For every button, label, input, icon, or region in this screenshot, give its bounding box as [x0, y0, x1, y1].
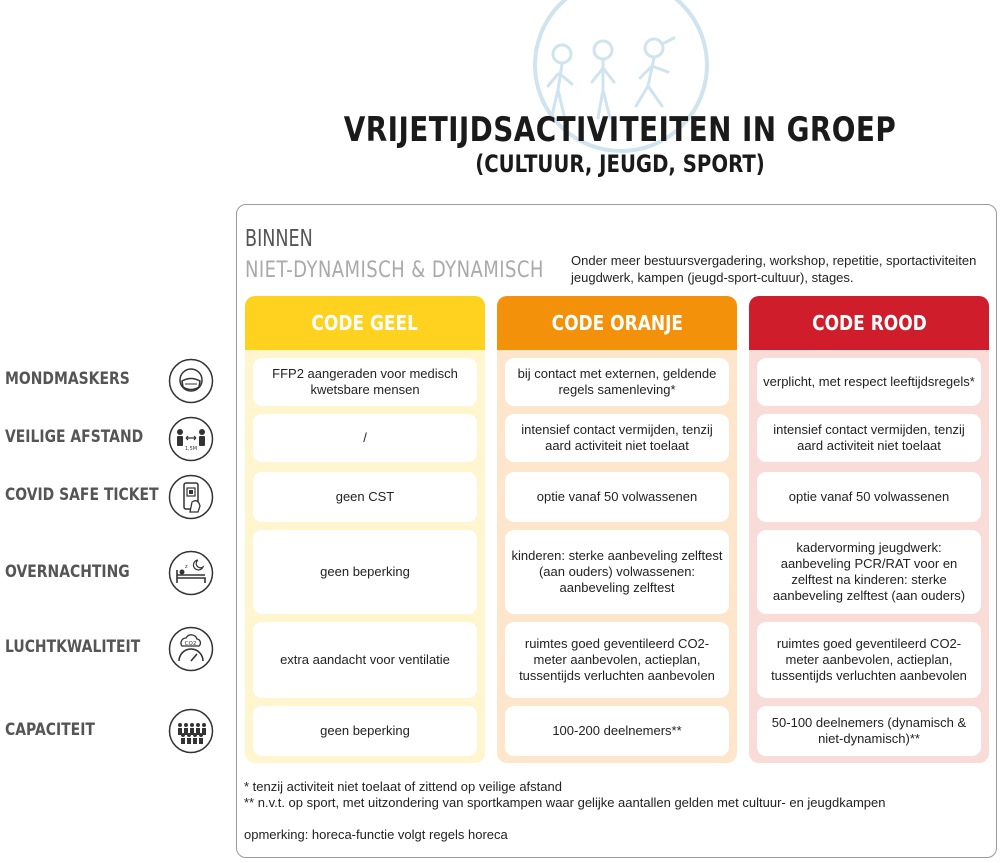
row-label-veilige-afstand: VEILIGE AFSTAND: [5, 427, 144, 447]
bed-icon: [168, 550, 214, 596]
column-header-rood: CODE ROOD: [749, 296, 989, 350]
cell-rood-veilige-afstand: intensief contact vermijden, tenzij aard activiteit niet toelaat: [757, 414, 981, 462]
co2-meter-icon: [168, 626, 214, 672]
cell-geel-capaciteit: geen beperking: [253, 706, 477, 756]
cell-geel-overnachting: geen beperking: [253, 530, 477, 614]
cell-oranje-luchtkwaliteit: ruimtes goed geventileerd CO2-meter aanbevolen, actieplan, tussentijds verluchten aanbevolen: [505, 622, 729, 698]
crowd-icon: [168, 708, 214, 754]
cell-rood-cst: optie vanaf 50 volwassenen: [757, 472, 981, 522]
cell-oranje-overnachting: kinderen: sterke aanbeveling zelftest (aan ouders) volwassenen: aanbeveling zelftest: [505, 530, 729, 614]
remark: opmerking: horeca-functie volgt regels horeca: [244, 827, 508, 842]
column-header-geel: CODE GEEL: [245, 296, 485, 350]
section-heading: BINNEN: [245, 226, 313, 252]
cell-geel-cst: geen CST: [253, 472, 477, 522]
cell-geel-mondmaskers: FFP2 aangeraden voor medisch kwetsbare mensen: [253, 358, 477, 406]
phone-qr-icon: [168, 474, 214, 520]
footnote-1: * tenzij activiteit niet toelaat of zittend op veilige afstand: [244, 779, 562, 794]
section-subheading: NIET-DYNAMISCH & DYNAMISCH: [245, 258, 544, 283]
row-label-capaciteit: CAPACITEIT: [5, 720, 95, 740]
distance-icon-label: 1,5M: [184, 446, 198, 452]
column-header-oranje: CODE ORANJE: [497, 296, 737, 350]
column-code-oranje: [497, 296, 737, 763]
page-subtitle: (CULTUUR, JEUGD, SPORT): [475, 150, 765, 178]
cell-rood-mondmaskers: verplicht, met respect leeftijdsregels*: [757, 358, 981, 406]
cell-rood-capaciteit: 50-100 deelnemers (dynamisch & niet-dynamisch)**: [757, 706, 981, 756]
row-label-covid-safe-ticket: COVID SAFE TICKET: [5, 485, 159, 505]
cell-rood-luchtkwaliteit: ruimtes goed geventileerd CO2-meter aanbevolen, actieplan, tussentijds verluchten aanbevolen: [757, 622, 981, 698]
row-label-overnachting: OVERNACHTING: [5, 562, 130, 582]
cell-oranje-cst: optie vanaf 50 volwassenen: [505, 472, 729, 522]
row-label-mondmaskers: MONDMASKERS: [5, 369, 130, 389]
cell-oranje-mondmaskers: bij contact met externen, geldende regels samenleving*: [505, 358, 729, 406]
co2-icon-label: CO2: [184, 641, 197, 647]
footnote-2: ** n.v.t. op sport, met uitzondering van sportkampen waar gelijke aantallen gelden met cultuur- en jeugdkampen: [244, 795, 886, 810]
cell-geel-veilige-afstand: /: [253, 414, 477, 462]
svg-text:z: z: [185, 564, 188, 570]
cell-oranje-capaciteit: 100-200 deelnemers**: [505, 706, 729, 756]
page-title: VRIJETIJDSACTIVITEITEN IN GROEP: [343, 110, 897, 150]
cell-oranje-veilige-afstand: intensief contact vermijden, tenzij aard activiteit niet toelaat: [505, 414, 729, 462]
cell-rood-overnachting: kadervorming jeugdwerk: aanbeveling PCR/RAT voor en zelftest na kinderen: sterke aanbeveling zelftest (aan ouders): [757, 530, 981, 614]
section-description: Onder meer bestuursvergadering, workshop, repetitie, sportactiviteiten jeugdwerk, kampen (jeugd-sport-cultuur), stages.: [571, 253, 977, 285]
face-mask-icon: [168, 358, 214, 404]
cell-geel-luchtkwaliteit: extra aandacht voor ventilatie: [253, 622, 477, 698]
distance-icon: [168, 416, 214, 462]
column-code-geel: [245, 296, 485, 763]
footnotes: [244, 779, 885, 843]
column-code-rood: [749, 296, 989, 763]
row-label-luchtkwaliteit: LUCHTKWALITEIT: [5, 637, 141, 657]
